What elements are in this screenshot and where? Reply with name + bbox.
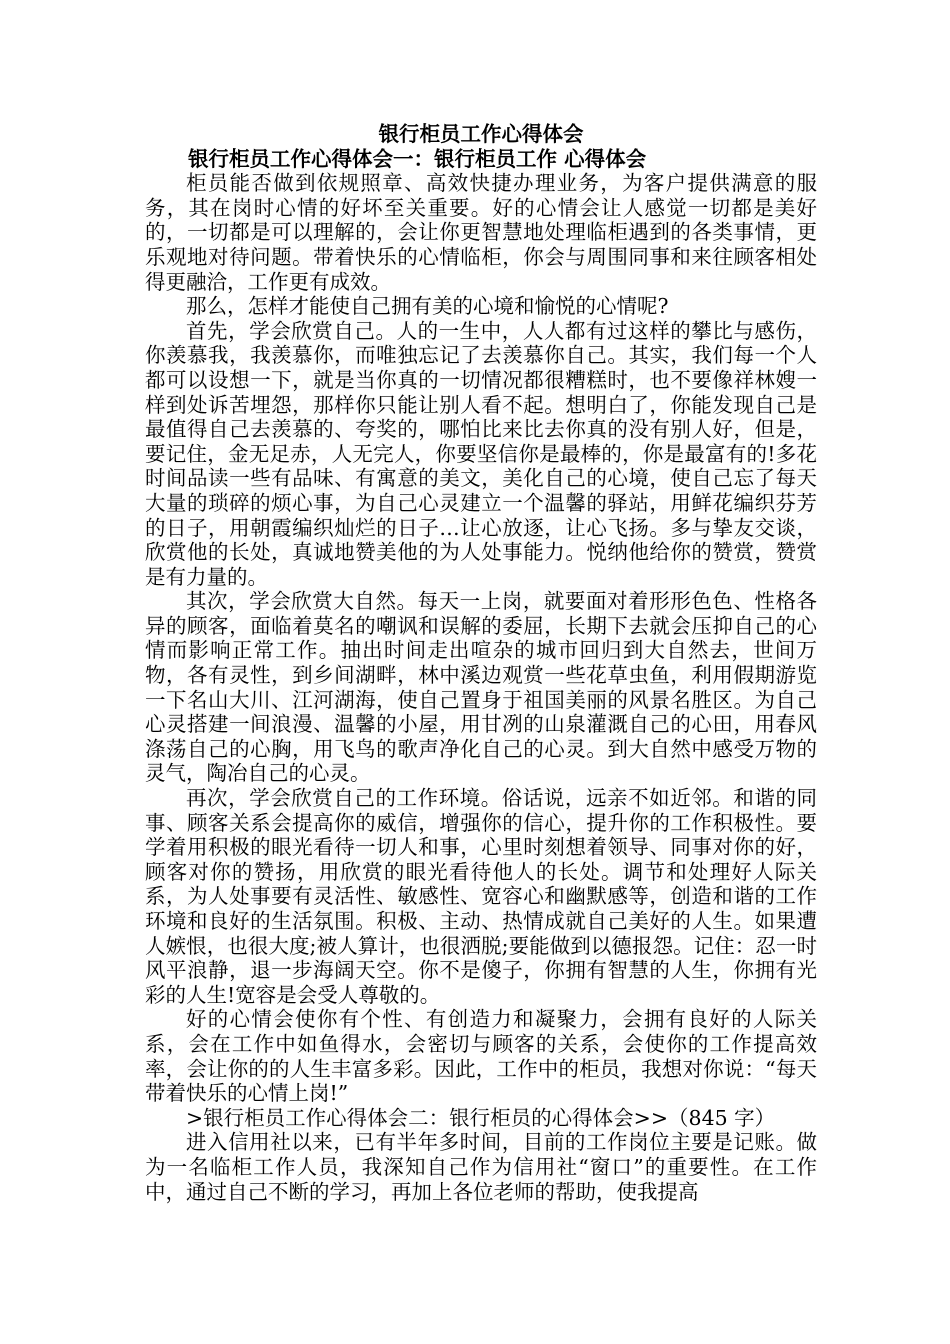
document-title: 银行柜员工作心得体会 — [378, 122, 584, 146]
paragraph-third: 再次，学会欣赏自己的工作环境。俗话说，远亲不如近邻。和谐的同事、顾客关系会提高你的威信，增强你的信心，提升你的工作积极性。要学着用积极的眼光看待一切人和事，心里时刻想着领导、同事对你的好，顾客对你的赞扬，用欣赏的眼光看待他人的长处。调节和处理好人际关系，为人处事要有灵活性、敏感性、宽容心和幽默感等，创造和谐的工作环境和良好的生活氛围。积极、主动、热情成就自己美好的人生。如果遭人嫉恨，也很大度;被人算计，也很洒脱;要能做到以德报怨。记住：忍一时风平浪静，退一步海阔天空。你不是傻子，你拥有智慧的人生，你拥有光彩的人生!宽容是会受人尊敬的。 — [145, 786, 817, 1007]
paragraph-section-two: 进入信用社以来，已有半年多时间，目前的工作岗位主要是记账。做为一名临柜工作人员，我深知自己作为信用社“窗口”的重要性。在工作中，通过自己不断的学习，再加上各位老师的帮助，使我提高 — [145, 1130, 817, 1204]
document-page — [145, 122, 817, 1204]
paragraph-conclusion: 好的心情会使你有个性、有创造力和凝聚力，会拥有良好的人际关系，会在工作中如鱼得水，会密切与顾客的关系，会使你的工作提高效率，会让你的的人生丰富多彩。因此，工作中的柜员，我想对你说：“每天带着快乐的心情上岗!” — [145, 1007, 817, 1106]
section-two-heading: >银行柜员工作心得体会二：银行柜员的心得体会>>（845 字） — [186, 1105, 776, 1130]
paragraph-first: 首先，学会欣赏自己。人的一生中，人人都有过这样的攀比与感伤，你羡慕我，我羡慕你，而唯独忘记了去羡慕你自己。其实，我们每一个人都可以设想一下，就是当你真的一切情况都很糟糕时，也不要像祥林嫂一样到处诉苦埋怨，那样你只能让别人看不起。想明白了，你能发现自己是最值得自己去羡慕的、夸奖的，哪怕比来比去你真的没有别人好，但是，要记住，金无足赤，人无完人，你要坚信你是最棒的，你是最富有的!多花时间品读一些有品味、有寓意的美文，美化自己的心境，使自己忘了每天大量的琐碎的烦心事，为自己心灵建立一个温馨的驿站，用鲜花编织芬芳的日子，用朝霞编织灿烂的日子…让心放逐，让心飞扬。多与挚友交谈，欣赏他的长处，真诚地赞美他的为人处事能力。悦纳他给你的赞赏，赞赏是有力量的。 — [145, 318, 817, 589]
document-subtitle: 银行柜员工作心得体会一：银行柜员工作 心得体会 — [188, 146, 647, 171]
paragraph-intro: 柜员能否做到依规照章、高效快捷办理业务，为客户提供满意的服务，其在岗时心情的好坏至关重要。好的心情会让人感觉一切都是美好的，一切都是可以理解的，会让你更智慧地处理临柜遇到的各类事情，更乐观地对待问题。带着快乐的心情临柜，你会与周围同事和来往顾客相处得更融洽，工作更有成效。 — [145, 171, 817, 294]
paragraph-question: 那么，怎样才能使自己拥有美的心境和愉悦的心情呢? — [186, 294, 669, 319]
paragraph-second: 其次，学会欣赏大自然。每天一上岗，就要面对着形形色色、性格各异的顾客，面临着莫名的嘲讽和误解的委屈，长期下去就会压抑自己的心情而影响正常工作。抽出时间走出喧杂的城市回归到大自然去，世间万物，各有灵性，到乡间湖畔，林中溪边观赏一些花草虫鱼，利用假期游览一下名山大川、江河湖海，使自己置身于祖国美丽的风景名胜区。为自己心灵搭建一间浪漫、温馨的小屋，用甘冽的山泉灌溉自己的心田，用春风涤荡自己的心胸，用飞鸟的歌声净化自己的心灵。到大自然中感受万物的灵气，陶冶自己的心灵。 — [145, 589, 817, 786]
